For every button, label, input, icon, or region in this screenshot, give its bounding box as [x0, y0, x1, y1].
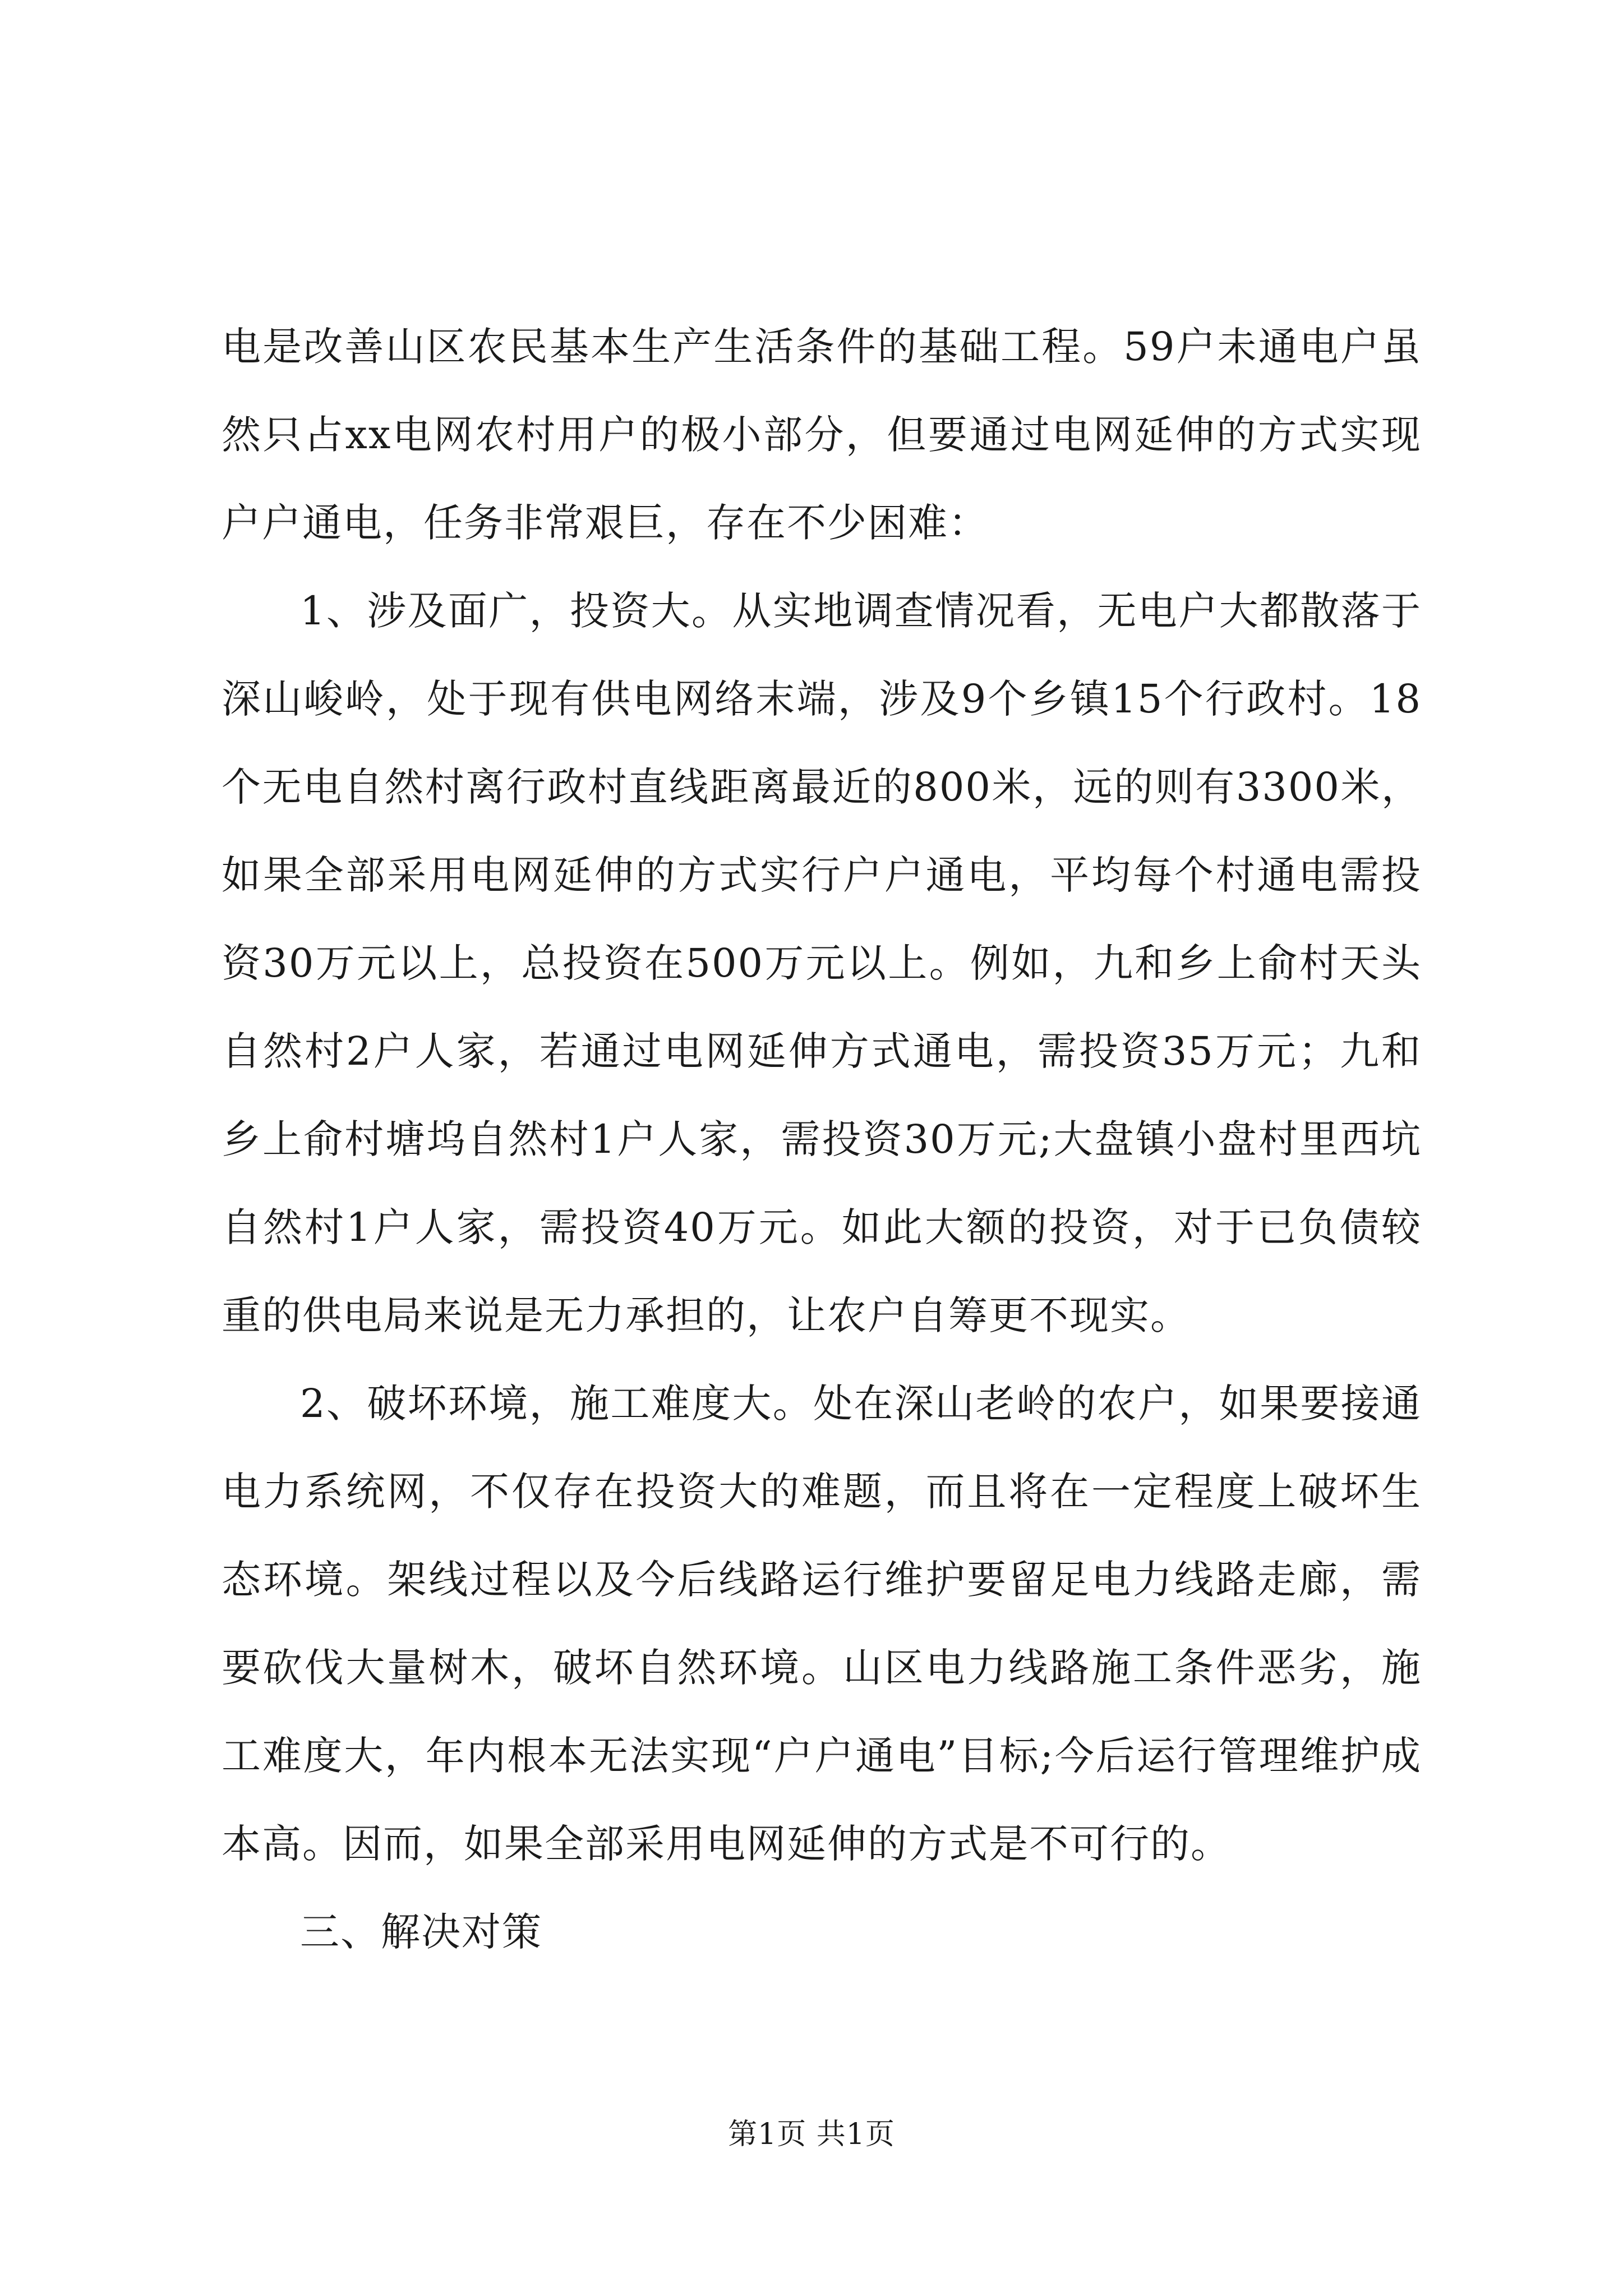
page-footer: 第1页 共1页 [728, 2118, 895, 2151]
paragraph-point-1: 1、涉及面广，投资大。从实地调查情况看，无电户大都散落于深山峻岭，处于现有供电网络末端，涉及9个乡镇15个行政村。18个无电自然村离行政村直线距离最近的800米，远的则有3300米，如果全部采用电网延伸的方式实行户户通电，平均每个村通电需投资30万元以上，总投资在500万元以上。例如，九和乡上俞村天头自然村2户人家，若通过电网延伸方式通电，需投资35万元；九和乡上俞村塘坞自然村1户人家，需投资30万元;大盘镇小盘村里西坑自然村1户人家，需投资40万元。如此大额的投资，对于已负债较重的供电局来说是无力承担的，让农户自筹更不现实。 [222, 588, 1422, 1338]
paragraph-intro: 电是改善山区农民基本生产生活条件的基础工程。59户未通电户虽然只占xx电网农村用户的极小部分，但要通过电网延伸的方式实现户户通电，任务非常艰巨，存在不少困难： [222, 324, 1422, 546]
document-body [222, 303, 1422, 1976]
paragraph-point-2: 2、破坏环境，施工难度大。处在深山老岭的农户，如果要接通电力系统网，不仅存在投资大的难题，而且将在一定程度上破坏生态环境。架线过程以及今后线路运行维护要留足电力线路走廊，需要砍伐大量树木，破坏自然环境。山区电力线路施工条件恶劣，施工难度大，年内根本无法实现“户户通电”目标;今后运行管理维护成本高。因而，如果全部采用电网延伸的方式是不可行的。 [222, 1381, 1422, 1867]
section-heading: 三、解决对策 [300, 1909, 542, 1955]
